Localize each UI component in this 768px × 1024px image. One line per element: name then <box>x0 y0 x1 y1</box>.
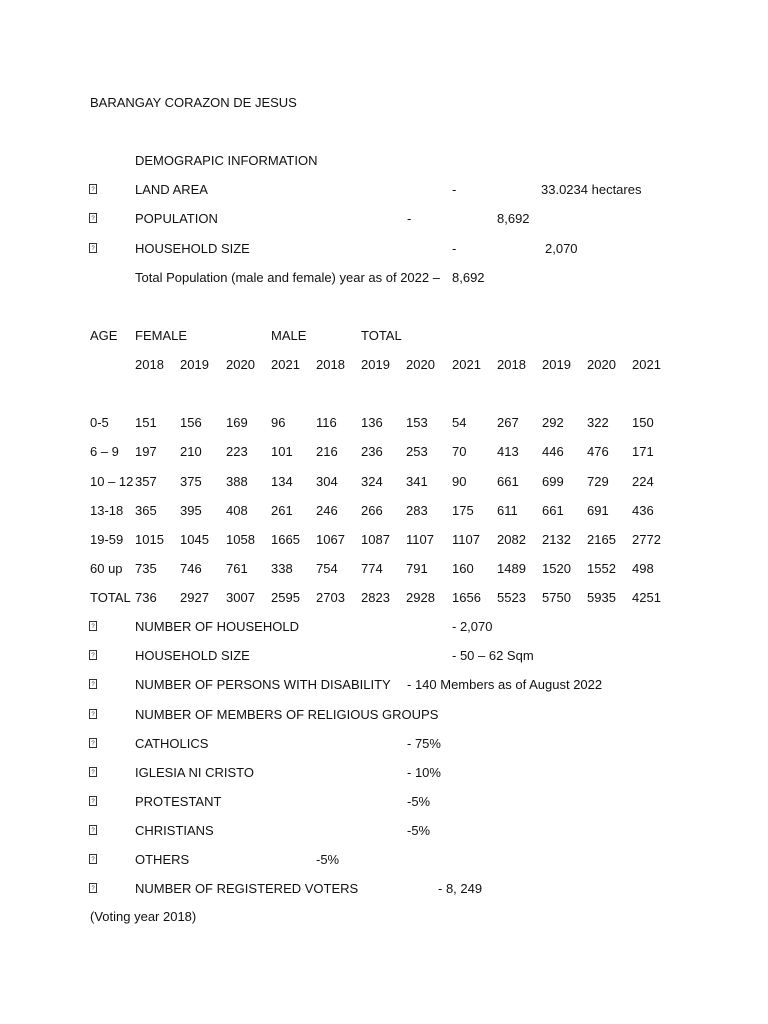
table-cell: 101 <box>271 444 293 459</box>
bullet-icon: ? <box>89 883 97 893</box>
table-cell: 661 <box>497 474 519 489</box>
list-item-value: - 8, 249 <box>438 881 483 896</box>
table-cell: 736 <box>135 590 157 605</box>
table-cell: 1058 <box>226 532 255 547</box>
table-year-header: 2019 <box>180 357 209 372</box>
table-cell: 341 <box>406 474 428 489</box>
table-cell: 2595 <box>271 590 300 605</box>
table-cell: 388 <box>226 474 248 489</box>
table-cell: 1015 <box>135 532 164 547</box>
table-cell: 171 <box>632 444 654 459</box>
table-cell: 54 <box>452 415 467 430</box>
table-row-age: 10 – 12 <box>90 474 134 489</box>
table-cell: 446 <box>542 444 564 459</box>
list-item-value: -5% <box>407 823 431 838</box>
table-header-male: MALE <box>271 328 307 343</box>
table-cell: 283 <box>406 503 428 518</box>
table-cell: 754 <box>316 561 338 576</box>
table-cell: 223 <box>226 444 248 459</box>
land-area-value: 33.0234 hectares <box>541 182 642 197</box>
table-cell: 197 <box>135 444 157 459</box>
table-cell: 70 <box>452 444 467 459</box>
table-cell: 169 <box>226 415 248 430</box>
population-dash: - <box>407 211 412 226</box>
table-cell: 151 <box>135 415 157 430</box>
table-cell: 1552 <box>587 561 616 576</box>
table-cell: 395 <box>180 503 202 518</box>
table-cell: 761 <box>226 561 248 576</box>
table-cell: 1045 <box>180 532 209 547</box>
table-cell: 116 <box>316 415 337 430</box>
table-cell: 5750 <box>542 590 571 605</box>
table-row-age: 19-59 <box>90 532 124 547</box>
table-cell: 253 <box>406 444 428 459</box>
table-cell: 175 <box>452 503 474 518</box>
list-item-label: NUMBER OF REGISTERED VOTERS <box>135 881 359 896</box>
table-cell: 153 <box>406 415 428 430</box>
table-cell: 156 <box>180 415 202 430</box>
table-cell: 210 <box>180 444 202 459</box>
table-cell: 266 <box>361 503 383 518</box>
table-cell: 699 <box>542 474 564 489</box>
table-cell: 134 <box>271 474 293 489</box>
table-cell: 90 <box>452 474 467 489</box>
table-cell: 735 <box>135 561 157 576</box>
bullet-icon: ? <box>89 825 97 835</box>
list-item-label: OTHERS <box>135 852 190 867</box>
table-cell: 691 <box>587 503 609 518</box>
bullet-icon: ? <box>89 738 97 748</box>
list-item-value: - 10% <box>407 765 441 780</box>
table-row-age: 6 – 9 <box>90 444 119 459</box>
table-cell: 4251 <box>632 590 661 605</box>
table-cell: 375 <box>180 474 202 489</box>
land-area-label: LAND AREA <box>135 182 208 197</box>
table-year-header: 2019 <box>542 357 571 372</box>
bullet-icon: ? <box>89 650 97 660</box>
table-cell: 1107 <box>406 532 434 547</box>
table-cell: 322 <box>587 415 609 430</box>
bullet-icon: ? <box>89 621 97 631</box>
list-item-value: -5% <box>316 852 340 867</box>
table-cell: 476 <box>587 444 609 459</box>
bullet-icon: ? <box>89 243 97 253</box>
population-label: POPULATION <box>135 211 218 226</box>
table-cell: 357 <box>135 474 157 489</box>
bullet-icon: ? <box>89 854 97 864</box>
table-year-header: 2021 <box>452 357 481 372</box>
table-cell: 338 <box>271 561 293 576</box>
list-item-label: NUMBER OF MEMBERS OF RELIGIOUS GROUPS <box>135 707 439 722</box>
list-item-label: NUMBER OF PERSONS WITH DISABILITY <box>135 677 391 692</box>
table-cell: 774 <box>361 561 383 576</box>
list-item-value: - 140 Members as of August 2022 <box>407 677 603 692</box>
table-year-header: 2020 <box>406 357 435 372</box>
table-cell: 216 <box>316 444 338 459</box>
table-cell: 304 <box>316 474 338 489</box>
table-cell: 261 <box>271 503 293 518</box>
list-item-value: - 2,070 <box>452 619 493 634</box>
table-cell: 246 <box>316 503 338 518</box>
table-cell: 436 <box>632 503 654 518</box>
table-cell: 267 <box>497 415 519 430</box>
table-cell: 413 <box>497 444 519 459</box>
table-cell: 2772 <box>632 532 661 547</box>
table-year-header: 2018 <box>497 357 526 372</box>
table-year-header: 2021 <box>632 357 661 372</box>
table-cell: 160 <box>452 561 474 576</box>
table-cell: 729 <box>587 474 609 489</box>
bullet-icon: ? <box>89 796 97 806</box>
list-item-value: - 50 – 62 Sqm <box>452 648 534 663</box>
table-row-age: 13-18 <box>90 503 124 518</box>
list-item-label: CHRISTIANS <box>135 823 214 838</box>
bullet-icon: ? <box>89 709 97 719</box>
table-cell: 2132 <box>542 532 571 547</box>
table-cell: 136 <box>361 415 383 430</box>
table-cell: 1665 <box>271 532 300 547</box>
table-header-female: FEMALE <box>135 328 188 343</box>
table-cell: 365 <box>135 503 157 518</box>
table-cell: 1067 <box>316 532 345 547</box>
table-year-header: 2019 <box>361 357 390 372</box>
table-cell: 2928 <box>406 590 435 605</box>
list-item-value: -5% <box>407 794 431 809</box>
table-cell: 2082 <box>497 532 526 547</box>
list-item-value: - 75% <box>407 736 441 751</box>
bullet-icon: ? <box>89 767 97 777</box>
list-item-label: CATHOLICS <box>135 736 209 751</box>
total-population-label: Total Population (male and female) year as of 2022 – <box>135 270 440 285</box>
table-cell: 292 <box>542 415 564 430</box>
table-cell: 661 <box>542 503 564 518</box>
table-cell: 791 <box>406 561 428 576</box>
table-cell: 324 <box>361 474 383 489</box>
table-year-header: 2021 <box>271 357 300 372</box>
table-cell: 2165 <box>587 532 616 547</box>
table-cell: 236 <box>361 444 383 459</box>
table-cell: 224 <box>632 474 654 489</box>
table-cell: 746 <box>180 561 202 576</box>
section-heading: DEMOGRAPIC INFORMATION <box>135 153 318 168</box>
household-size-dash: - <box>452 241 457 256</box>
page-title: BARANGAY CORAZON DE JESUS <box>90 95 297 110</box>
list-item-label: NUMBER OF HOUSEHOLD <box>135 619 299 634</box>
table-cell: 5523 <box>497 590 526 605</box>
list-item-label: PROTESTANT <box>135 794 222 809</box>
table-cell: 150 <box>632 415 654 430</box>
bullet-icon: ? <box>89 679 97 689</box>
table-year-header: 2020 <box>226 357 255 372</box>
list-item-label: HOUSEHOLD SIZE <box>135 648 250 663</box>
table-header-age: AGE <box>90 328 118 343</box>
table-cell: 1087 <box>361 532 390 547</box>
footnote: (Voting year 2018) <box>90 909 197 924</box>
table-cell: 2703 <box>316 590 345 605</box>
table-cell: 3007 <box>226 590 255 605</box>
household-size-value: 2,070 <box>545 241 578 256</box>
population-value: 8,692 <box>497 211 530 226</box>
total-population-value: 8,692 <box>452 270 485 285</box>
table-cell: 5935 <box>587 590 616 605</box>
table-cell: 1520 <box>542 561 571 576</box>
table-header-total: TOTAL <box>361 328 402 343</box>
list-item-label: IGLESIA NI CRISTO <box>135 765 254 780</box>
bullet-icon: ? <box>89 213 97 223</box>
table-year-header: 2018 <box>135 357 164 372</box>
table-year-header: 2020 <box>587 357 616 372</box>
table-year-header: 2018 <box>316 357 345 372</box>
bullet-icon: ? <box>89 184 97 194</box>
table-row-age: 0-5 <box>90 415 109 430</box>
table-cell: 1489 <box>497 561 526 576</box>
land-area-dash: - <box>452 182 457 197</box>
table-row-age: TOTAL <box>90 590 131 605</box>
table-cell: 1107 <box>452 532 480 547</box>
table-cell: 1656 <box>452 590 481 605</box>
table-row-age: 60 up <box>90 561 123 576</box>
table-cell: 408 <box>226 503 248 518</box>
table-cell: 611 <box>497 503 518 518</box>
table-cell: 2823 <box>361 590 390 605</box>
table-cell: 498 <box>632 561 654 576</box>
table-cell: 96 <box>271 415 286 430</box>
household-size-label: HOUSEHOLD SIZE <box>135 241 250 256</box>
table-cell: 2927 <box>180 590 209 605</box>
